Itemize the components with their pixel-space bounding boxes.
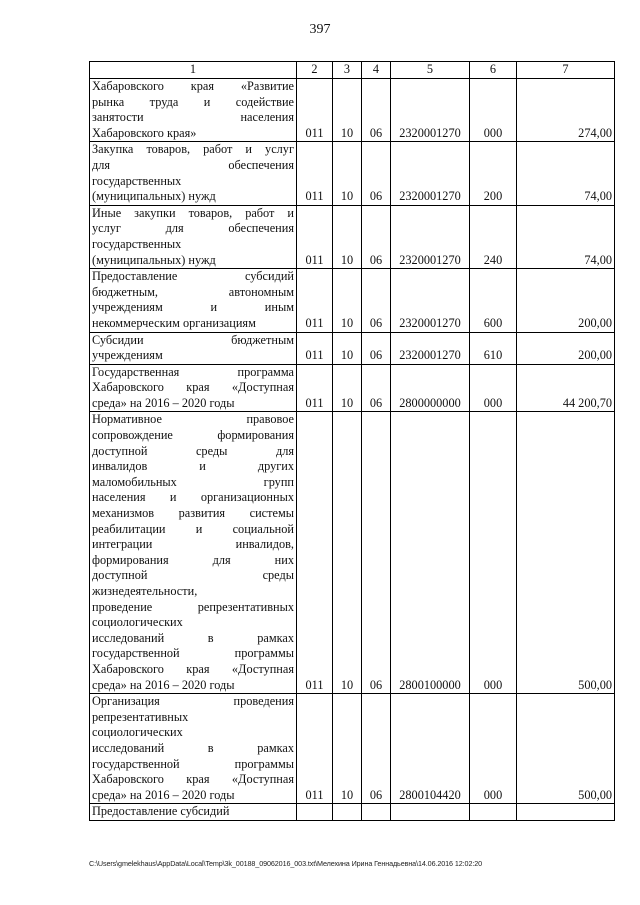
table-row [90,269,615,332]
row-name-line: государственных [92,236,182,251]
column-header: 3 [333,62,362,79]
subsection-cell: 06 [362,79,391,142]
row-name-cell [90,269,297,332]
row-name-line: Хабаровского края «Доступная [92,661,294,676]
row-name-cell [90,205,297,268]
subsection-cell: 06 [362,269,391,332]
target-article-cell: 2800000000 [391,364,470,412]
table-row [90,79,615,142]
expense-type-cell: 000 [470,694,517,804]
row-name-line: среда» на 2016 – 2020 годы [92,395,235,410]
row-name-line: интеграции инвалидов, [92,537,294,552]
column-header: 5 [391,62,470,79]
amount-cell: 274,00 [517,79,615,142]
row-name-line: Нормативное правовое [92,412,294,427]
row-name-line: Хабаровского края «Доступная [92,772,294,787]
row-name-line: формирования для них [92,552,294,567]
row-name-line: государственной программы [92,756,294,771]
section-cell: 10 [333,364,362,412]
expense-type-cell: 000 [470,79,517,142]
file-path-footer: C:\Users\gmelekhaus\AppData\Local\Temp\3k_00188_09062016_003.txt\Мелехина Ирина Геннадьевна\14.06.2016 12:02:20 [89,859,483,868]
section-cell: 10 [333,142,362,205]
subsection-cell: 06 [362,332,391,364]
table-row [90,142,615,205]
row-name-line: исследований в рамках [92,740,294,755]
amount-cell: 500,00 [517,694,615,804]
target-article-cell: 2320001270 [391,269,470,332]
expense-type-cell: 240 [470,205,517,268]
section-cell: 10 [333,694,362,804]
expense-type-cell: 000 [470,412,517,694]
target-article-cell: 2320001270 [391,332,470,364]
amount-cell: 500,00 [517,412,615,694]
row-name-line: бюджетным, автономным [92,284,294,299]
row-name-cell [90,804,297,821]
page-number: 397 [309,22,331,37]
row-name-cell [90,79,297,142]
row-name-line: репрезентативных [92,709,189,724]
row-name-line: государственной программы [92,646,294,661]
amount-cell: 74,00 [517,205,615,268]
row-name-line: доступной среды [92,568,294,583]
row-name-cell [90,412,297,694]
section-cell: 10 [333,332,362,364]
row-name-line: учреждениям и иным [92,300,294,315]
section-cell: 10 [333,205,362,268]
ministry-code-cell: 011 [297,79,333,142]
row-name-cell [90,694,297,804]
budget-table [89,61,615,821]
row-name-line: (муниципальных) нужд [92,252,216,267]
row-name-line: маломобильных групп [92,474,294,489]
column-header: 2 [297,62,333,79]
row-name-line: исследований в рамках [92,630,294,645]
row-name-line: Иные закупки товаров, работ и [92,205,294,220]
row-name-line: услуг для обеспечения [92,221,294,236]
ministry-code-cell: 011 [297,269,333,332]
row-name-line: социологических [92,615,183,630]
row-name-line: социологических [92,725,183,740]
table-row [90,364,615,412]
subsection-cell: 06 [362,694,391,804]
row-name-line: среда» на 2016 – 2020 годы [92,787,235,802]
row-name-cell [90,364,297,412]
row-name-line: государственных [92,173,182,188]
subsection-cell [362,804,391,821]
ministry-code-cell: 011 [297,332,333,364]
table-header-row [90,62,615,79]
amount-cell: 200,00 [517,269,615,332]
column-header: 7 [517,62,615,79]
ministry-code-cell: 011 [297,205,333,268]
ministry-code-cell: 011 [297,694,333,804]
target-article-cell: 2800100000 [391,412,470,694]
subsection-cell: 06 [362,412,391,694]
row-name-line: механизмов развития системы [92,506,294,521]
row-name-line: доступной среды для [92,443,294,458]
section-cell: 10 [333,79,362,142]
table-row [90,332,615,364]
row-name-line: Организация проведения [92,694,294,709]
amount-cell: 44 200,70 [517,364,615,412]
column-header: 4 [362,62,391,79]
target-article-cell [391,804,470,821]
section-cell: 10 [333,269,362,332]
column-header: 6 [470,62,517,79]
ministry-code-cell: 011 [297,412,333,694]
expense-type-cell: 610 [470,332,517,364]
row-name-line: Хабаровского края» [92,125,197,140]
ministry-code-cell: 011 [297,364,333,412]
ministry-code-cell: 011 [297,142,333,205]
expense-type-cell: 200 [470,142,517,205]
expense-type-cell: 000 [470,364,517,412]
section-cell [333,804,362,821]
row-name-line: проведение репрезентативных [92,599,294,614]
row-name-line: сопровождение формирования [92,428,294,443]
row-name-cell [90,142,297,205]
row-name-line: инвалидов и других [92,459,294,474]
target-article-cell: 2320001270 [391,142,470,205]
row-name-line: населения и организационных [92,490,294,505]
row-name-line: Государственная программа [92,364,294,379]
row-name-line: жизнедеятельности, [92,584,198,598]
table-row [90,804,615,821]
row-name-line: реабилитации и социальной [92,521,294,536]
row-name-line: Хабаровского края «Развитие [92,79,294,93]
expense-type-cell [470,804,517,821]
row-name-line: занятости населения [92,110,294,125]
row-name-line: Предоставление субсидий [92,269,294,284]
target-article-cell: 2800104420 [391,694,470,804]
amount-cell: 74,00 [517,142,615,205]
target-article-cell: 2320001270 [391,205,470,268]
subsection-cell: 06 [362,364,391,412]
row-name-line: среда» на 2016 – 2020 годы [92,677,235,692]
subsection-cell: 06 [362,205,391,268]
table-row [90,694,615,804]
row-name-line: Закупка товаров, работ и услуг [92,142,294,157]
target-article-cell: 2320001270 [391,79,470,142]
amount-cell [517,804,615,821]
table-row [90,412,615,694]
row-name-line: некоммерческим организациям [92,315,256,330]
row-name-line: (муниципальных) нужд [92,189,216,204]
row-name-line: Субсидии бюджетным [92,332,294,347]
ministry-code-cell [297,804,333,821]
column-header: 1 [90,62,297,79]
subsection-cell: 06 [362,142,391,205]
row-name-line: учреждениям [92,348,163,363]
amount-cell: 200,00 [517,332,615,364]
section-cell: 10 [333,412,362,694]
row-name-line: рынка труда и содействие [92,94,294,109]
row-name-line: Предоставление субсидий [92,804,230,819]
row-name-line: Хабаровского края «Доступная [92,380,294,395]
row-name-cell [90,332,297,364]
row-name-line: для обеспечения [92,157,294,172]
table-body [90,79,615,821]
expense-type-cell: 600 [470,269,517,332]
table-row [90,205,615,268]
